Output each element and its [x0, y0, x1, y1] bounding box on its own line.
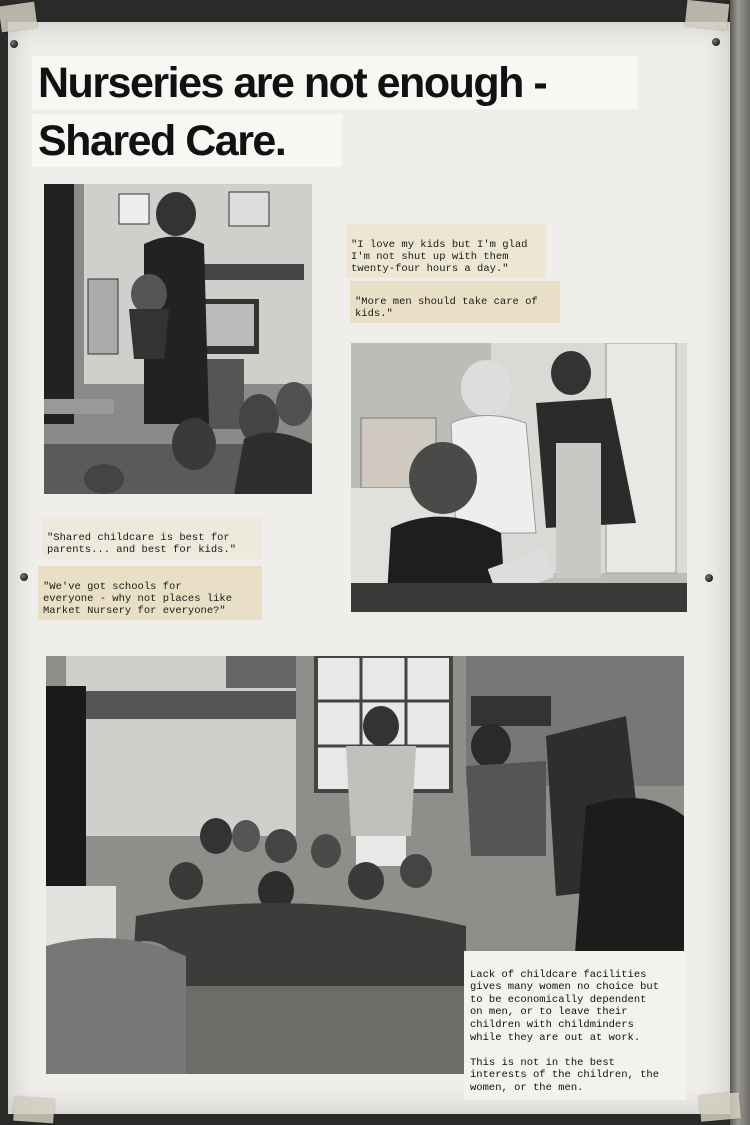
- headline-text-2: Shared Care.: [38, 117, 286, 165]
- body-paragraph-1: Lack of childcare facilities gives many women no choice but to be economically dependent on men, or to leave their children with childminders while they are out at work.: [470, 968, 660, 1044]
- photo-man-with-children: [44, 184, 312, 494]
- wall-edge: [730, 0, 750, 1125]
- quote-shared-childcare-text: "Shared childcare is best for parents... and best for kids.": [47, 532, 237, 557]
- quote-shared-childcare: [42, 517, 262, 559]
- body-text-box: [464, 951, 686, 1100]
- photo-older-man-dressing-child: [351, 343, 687, 612]
- quote-love-my-kids: [346, 224, 546, 278]
- quote-more-men-text: "More men should take care of kids.": [355, 296, 538, 321]
- pin: [20, 573, 28, 581]
- photo-1-scene: [44, 184, 312, 494]
- pin: [705, 574, 713, 582]
- pin: [10, 40, 18, 48]
- tape-bottom-left: [13, 1097, 55, 1124]
- quote-love-my-kids-text: "I love my kids but I'm glad I'm not shut up with them twenty-four hours a day.": [351, 239, 528, 276]
- tape-top-right: [685, 0, 729, 30]
- quote-more-men: [350, 281, 560, 323]
- pin: [712, 38, 720, 46]
- headline-line-2: [32, 114, 342, 167]
- headline-line-1: [32, 56, 638, 109]
- tape-bottom-right: [699, 1092, 741, 1121]
- tape-top-left: [0, 2, 38, 33]
- headline-text-1: Nurseries are not enough -: [38, 59, 547, 107]
- body-paragraph-2: This is not in the best interests of the children, the women, or the men.: [470, 1056, 660, 1094]
- quote-schools-for-everyone-text: "We've got schools for everyone - why not places like Market Nursery for everyone?": [43, 581, 233, 618]
- photo-2-scene: [351, 343, 687, 612]
- quote-schools-for-everyone: [38, 566, 262, 620]
